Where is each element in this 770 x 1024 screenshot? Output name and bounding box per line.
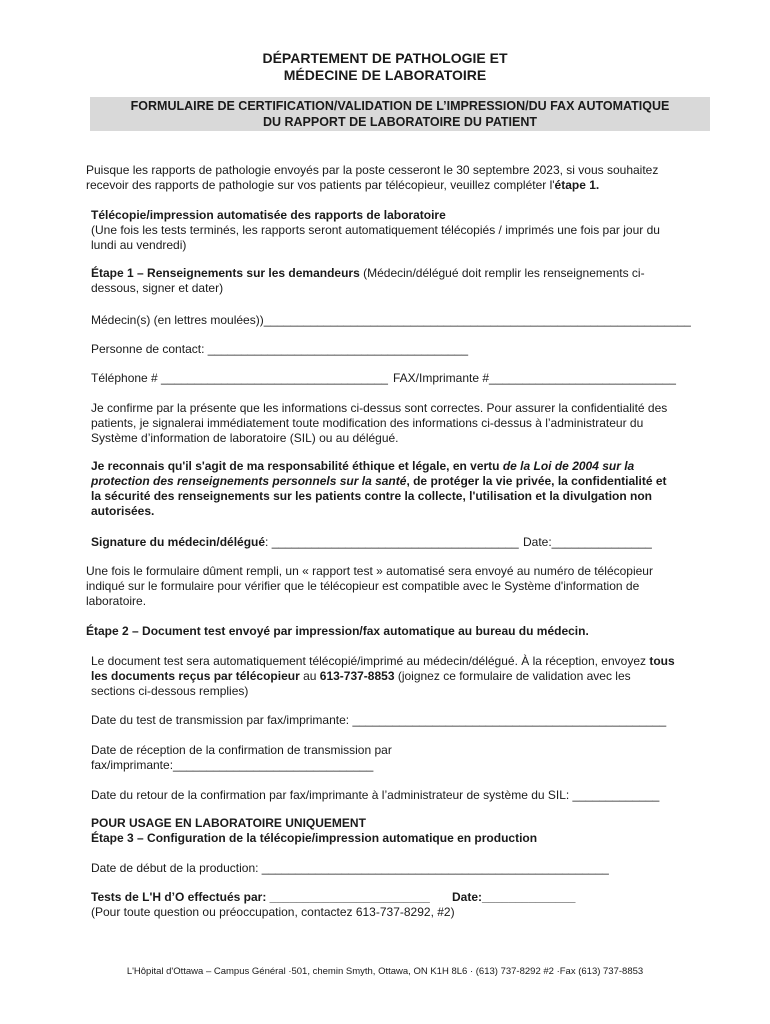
contact-info: (Pour toute question ou préoccupation, contactez 613-737-8292, #2): [91, 905, 455, 919]
return-date-field[interactable]: Date du retour de la confirmation par fax/imprimante à l’administrateur de système du SIL: _____________: [91, 788, 660, 802]
auto-section-heading: Télécopie/impression automatisée des rapports de laboratoire: [91, 208, 446, 222]
auto-section-line1: (Une fois les tests terminés, les rapports seront automatiquement télécopiés / imprimés une fois par jour du: [91, 223, 660, 237]
after-form-line3: laboratoire.: [86, 594, 147, 608]
transmission-date-field[interactable]: Date du test de transmission par fax/imprimante: _______________________________________________: [91, 713, 667, 727]
department-title-line1: DÉPARTEMENT DE PATHOLOGIE ET: [262, 50, 508, 66]
department-title-line2: MÉDECINE DE LABORATOIRE: [283, 67, 487, 83]
step2-heading: Étape 2 – Document test envoyé par impression/fax automatique au bureau du médecin.: [86, 624, 589, 638]
form-title-line1: FORMULAIRE DE CERTIFICATION/VALIDATION DE L’IMPRESSION/DU FAX AUTOMATIQUE: [130, 99, 670, 113]
acknowledge-line2: protection des renseignements personnels sur la santé, de protéger la vie privée, la confidentialité et: [91, 474, 667, 488]
reception-date-label: Date de réception de la confirmation de transmission par: [91, 743, 392, 757]
intro-line2: recevoir des rapports de pathologie sur vos patients par télécopieur, veuillez compléter l'étape 1.: [86, 178, 600, 192]
fax-printer-field[interactable]: FAX/Imprimante #____________________________: [393, 371, 676, 385]
production-start-field[interactable]: Date de début de la production: ____________________________________________________: [91, 861, 609, 875]
tests-date-field[interactable]: Date:______________: [452, 890, 576, 904]
reception-date-field[interactable]: fax/imprimante:______________________________: [91, 758, 374, 772]
lab-use-heading: POUR USAGE EN LABORATOIRE UNIQUEMENT: [91, 816, 366, 830]
intro-line1: Puisque les rapports de pathologie envoyés par la poste cesseront le 30 septembre 2023, si vous souhaitez: [86, 163, 659, 177]
tests-performed-field[interactable]: Tests de L'H d’O effectués par: ________________________: [91, 890, 430, 904]
signature-date-field[interactable]: Date:_______________: [523, 535, 652, 549]
form-title-line2: DU RAPPORT DE LABORATOIRE DU PATIENT: [262, 115, 538, 129]
step3-heading: Étape 3 – Configuration de la télécopie/impression automatique en production: [91, 831, 538, 845]
confirm-line2: patients, je signalerai immédiatement toute modification des informations ci-dessus à l’administrateur du: [91, 416, 644, 430]
step2-line1: Le document test sera automatiquement télécopié/imprimé au médecin/délégué. À la réception, envoyez tous: [91, 654, 675, 668]
step1-line2: dessous, signer et dater): [91, 281, 224, 295]
form-title-banner: [90, 97, 710, 131]
step1-heading: Étape 1 – Renseignements sur les demandeurs (Médecin/délégué doit remplir les renseignements ci-: [91, 266, 645, 280]
confirm-line1: Je confirme par la présente que les informations ci-dessus sont correctes. Pour assurer la confidentialité des: [91, 401, 668, 415]
acknowledge-line4: autorisées.: [91, 504, 155, 518]
step2-line3: sections ci-dessous remplies): [91, 684, 249, 698]
contact-person-field[interactable]: Personne de contact: _______________________________________: [91, 342, 469, 356]
phone-field[interactable]: Téléphone # __________________________________: [91, 371, 388, 385]
footer-address: L'Hôpital d'Ottawa – Campus Général ·501, chemin Smyth, Ottawa, ON K1H 8L6 · (613) 737-8292 #2 ·Fax (613) 737-8853: [126, 966, 644, 977]
after-form-line2: indiqué sur le formulaire pour vérifier que le télécopieur est compatible avec le Système d'information de: [86, 579, 640, 593]
signature-field[interactable]: Signature du médecin/délégué: _____________________________________: [91, 535, 519, 549]
acknowledge-line1: Je reconnais qu'il s'agit de ma responsabilité éthique et légale, en vertu de la Loi de 2004 sur la: [91, 459, 635, 473]
physician-field[interactable]: Médecin(s) (en lettres moulées))________________________________________________________________: [91, 313, 691, 327]
confirm-line3: Système d’information de laboratoire (SIL) ou au délégué.: [91, 431, 399, 445]
auto-section-line2: lundi au vendredi): [91, 238, 187, 252]
acknowledge-line3: la sécurité des renseignements sur les patients contre la collecte, l'utilisation et la divulgation non: [91, 489, 653, 503]
after-form-line1: Une fois le formulaire dûment rempli, un « rapport test » automatisé sera envoyé au numéro de télécopieur: [86, 564, 653, 578]
step2-line2: les documents reçus par télécopieur au 613-737-8853 (joignez ce formulaire de validation avec les: [91, 669, 631, 683]
